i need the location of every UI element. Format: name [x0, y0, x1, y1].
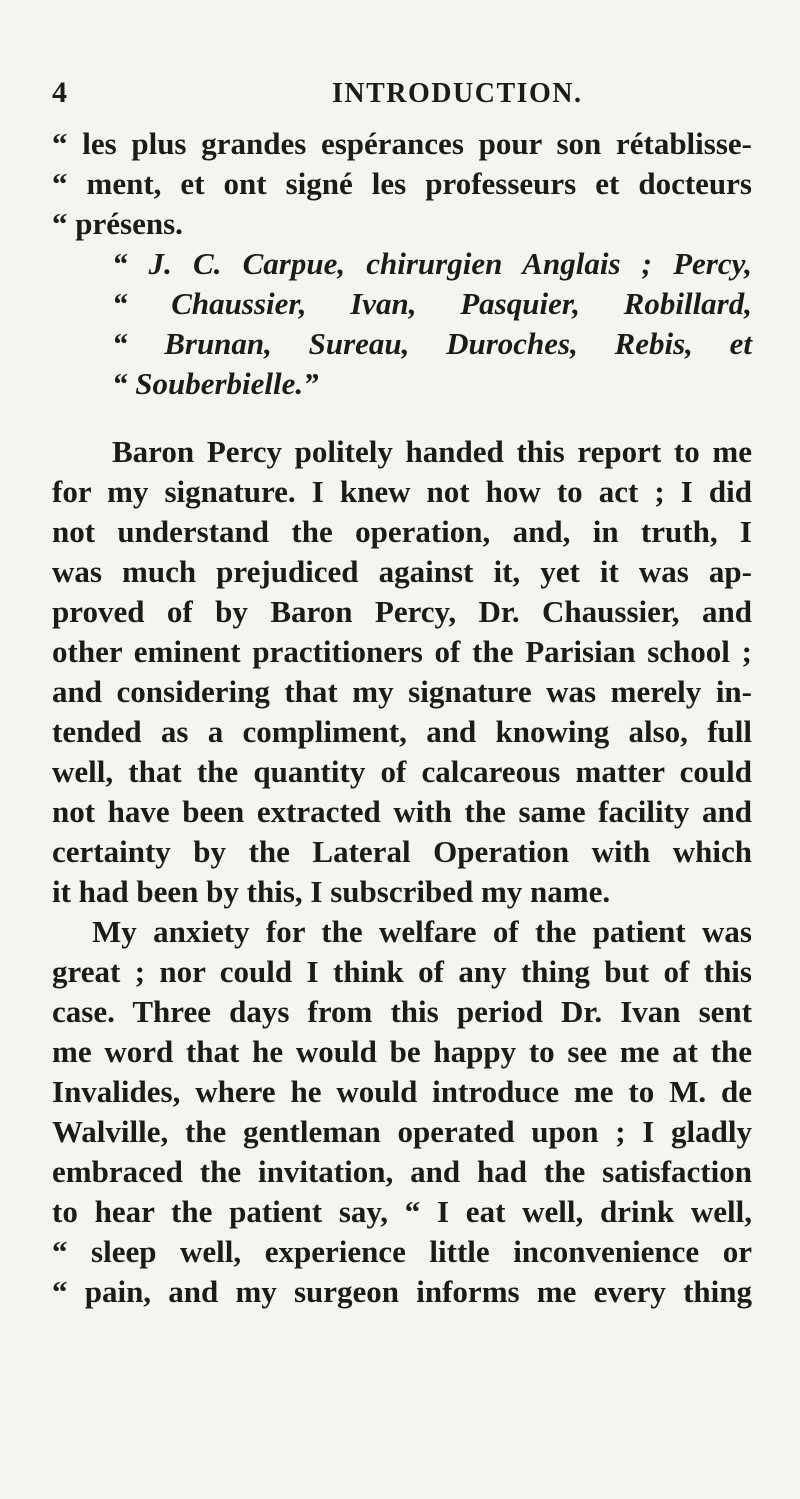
text-line: other eminent practitioners of the Parisian school ; [52, 634, 752, 669]
running-title: INTRODUCTION. [332, 78, 583, 109]
text-line: for my signature. I knew not how to act ; I did [52, 474, 752, 509]
text-line: me word that he would be happy to see me at the [52, 1034, 752, 1069]
text-line: “ présens. [52, 206, 183, 241]
signatories-line: “ J. C. Carpue, chirurgien Anglais ; Percy, [112, 246, 752, 281]
text-line: to hear the patient say, “ I eat well, drink well, [52, 1194, 752, 1229]
text-line: Invalides, where he would introduce me to M. de [52, 1074, 752, 1109]
signatories-line: “ Souberbielle.” [112, 366, 319, 401]
text-line: Walville, the gentleman operated upon ; I gladly [52, 1114, 752, 1149]
text-line: not have been extracted with the same facility and [52, 794, 752, 829]
text-line: tended as a compliment, and knowing also, full [52, 714, 752, 749]
text-line: “ sleep well, experience little inconvenience or [52, 1234, 752, 1269]
text-line: was much prejudiced against it, yet it was ap- [52, 554, 752, 589]
text-line: it had been by this, I subscribed my name. [52, 874, 611, 909]
text-line: great ; nor could I think of any thing but of this [52, 954, 752, 989]
text-line: proved of by Baron Percy, Dr. Chaussier, and [52, 594, 752, 629]
text-line: embraced the invitation, and had the satisfaction [52, 1154, 752, 1189]
signatories-line: “ Brunan, Sureau, Duroches, Rebis, et [112, 326, 752, 361]
text-line: case. Three days from this period Dr. Ivan sent [52, 994, 752, 1029]
text-line: and considering that my signature was merely in- [52, 674, 752, 709]
text-line: Baron Percy politely handed this report to me [112, 434, 752, 469]
text-line: “ pain, and my surgeon informs me every thing [52, 1274, 752, 1309]
text-line: not understand the operation, and, in truth, I [52, 514, 752, 549]
text-line: well, that the quantity of calcareous matter could [52, 754, 752, 789]
text-line: “ ment, et ont signé les professeurs et docteurs [52, 166, 752, 201]
signatories-line: “ Chaussier, Ivan, Pasquier, Robillard, [112, 286, 752, 321]
page-number: 4 [52, 76, 67, 109]
text-line: “ les plus grandes espérances pour son rétablisse- [52, 126, 752, 161]
running-head [52, 76, 752, 116]
text-line: My anxiety for the welfare of the patient was [92, 914, 752, 949]
text-line: certainty by the Lateral Operation with which [52, 834, 752, 869]
